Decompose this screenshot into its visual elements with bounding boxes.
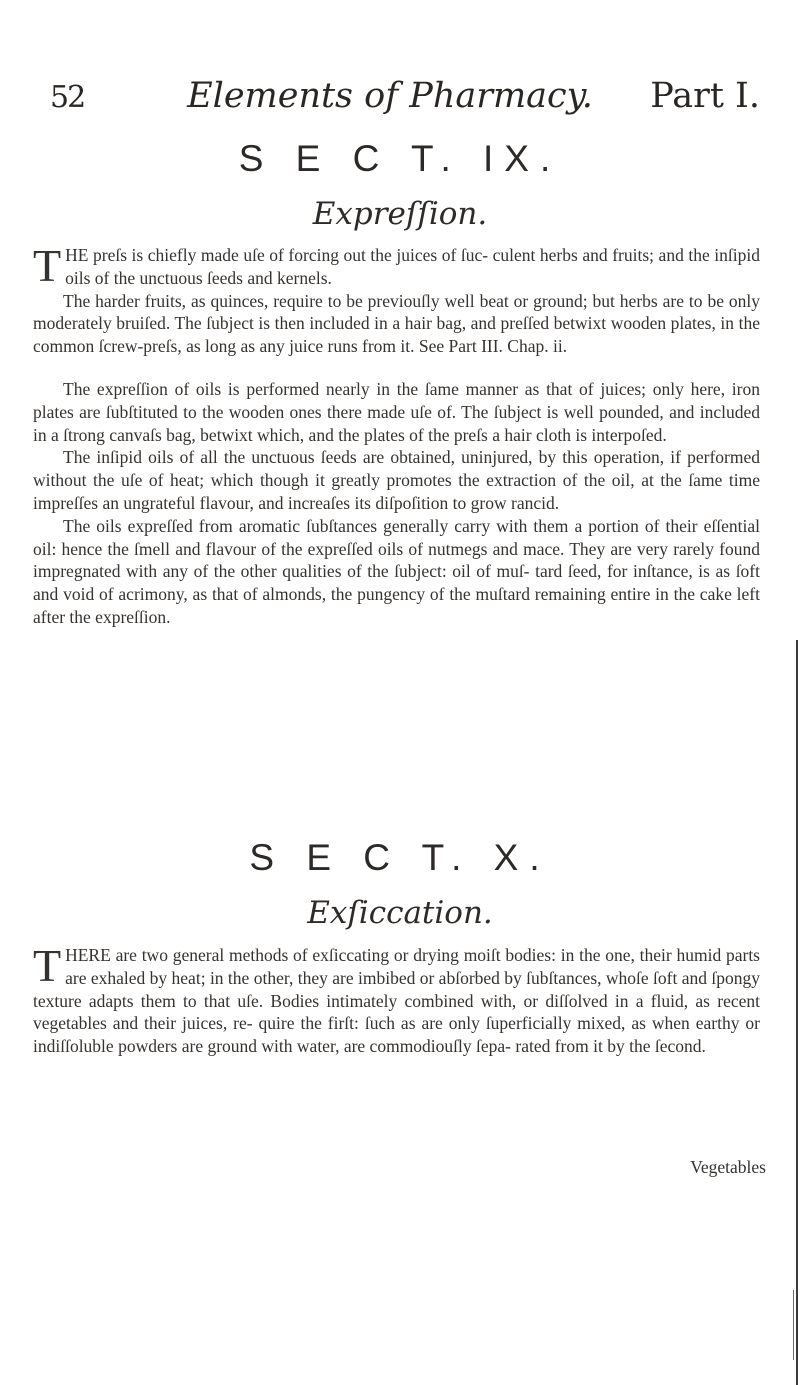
section-ix-body: [33, 240, 760, 629]
section-x-paragraph-1: [33, 940, 760, 1058]
section-x-heading: S E C T. X.: [249, 837, 551, 878]
section-ix-paragraph-4: The inſipid oils of all the unctuous ſeeds are obtained, uninjured, by this operation, if performed without the uſe of heat; which though it greatly promotes the extraction of the oil, at the ſame time impreſſes an ungrateful flavour, and increaſes its diſpoſition to grow rancid.: [33, 447, 760, 513]
catchword: Vegetables: [690, 1157, 766, 1177]
section-x-drop-cap: T: [33, 940, 62, 991]
section-ix-subheading: Expreſſion.: [312, 196, 488, 232]
section-ix-paragraph-1: [33, 240, 760, 291]
running-title: Elements of Pharmacy.: [187, 76, 593, 116]
running-head: [20, 76, 760, 120]
scan-edge-line: [796, 640, 798, 1385]
section-ix-paragraph-5: The oils expreſſed from aromatic ſubſtances generally carry with them a portion of their eſſential oil: hence the ſmell and flavour of the expreſſed oils of nutmegs and mace. They are very rarely found impregnated with any of the other qualities of the ſubject: oil of muſ- tard ſeed, for inſtance, is as ſoft and void of acrimony, as that of almonds, the pungency of the muſtard remaining entire in the cake left after the expreſſion.: [33, 515, 760, 627]
section-ix-paragraph-1-text: HE preſs is chiefly made uſe of forcing out the juices of ſuc- culent herbs and fruits; and the inſipid oils of the unctuous ſeeds and kernels.: [65, 245, 760, 288]
section-x-subheading: Exſiccation.: [307, 895, 493, 931]
section-ix-paragraph-2: The harder fruits, as quinces, require to be previouſly well beat or ground; but herbs are to be only moderately bruiſed. The ſubject is then included in a hair bag, and preſſed betwixt wooden plates, in the common ſcrew-preſs, as long as any juice runs from it. See Part III. Chap. ii.: [33, 290, 760, 357]
section-ix-drop-cap: T: [33, 240, 62, 291]
section-x-body: [33, 940, 760, 1058]
part-label: Part I.: [650, 76, 760, 116]
section-ix-heading: S E C T. IX.: [238, 138, 562, 179]
page-number: 52: [50, 80, 85, 115]
section-x-paragraph-1-text: HERE are two general methods of exſiccating or drying moiſt bodies: in the one, their humid parts are exhaled by heat; in the other, they are imbibed or abſorbed by ſubſtances, whoſe ſoft and ſpongy texture adapts them to that uſe. Bodies intimately combined with, or diſſolved in a fluid, as recent vegetables and their juices, re- quire the firſt: ſuch as are only ſuperficially mixed, as when earthy or indiſſoluble powders are ground with water, are commodiouſly ſepa- rated from it by the ſecond.: [33, 945, 760, 1057]
section-ix-paragraph-3: The expreſſion of oils is performed nearly in the ſame manner as that of juices; only here, iron plates are ſubſtituted to the wooden ones there made uſe of. The ſubject is well pounded, and included in a ſtrong canvaſs bag, betwixt which, and the plates of the preſs a hair cloth is interpoſed.: [33, 378, 760, 445]
scan-edge-mark: [793, 1290, 794, 1360]
